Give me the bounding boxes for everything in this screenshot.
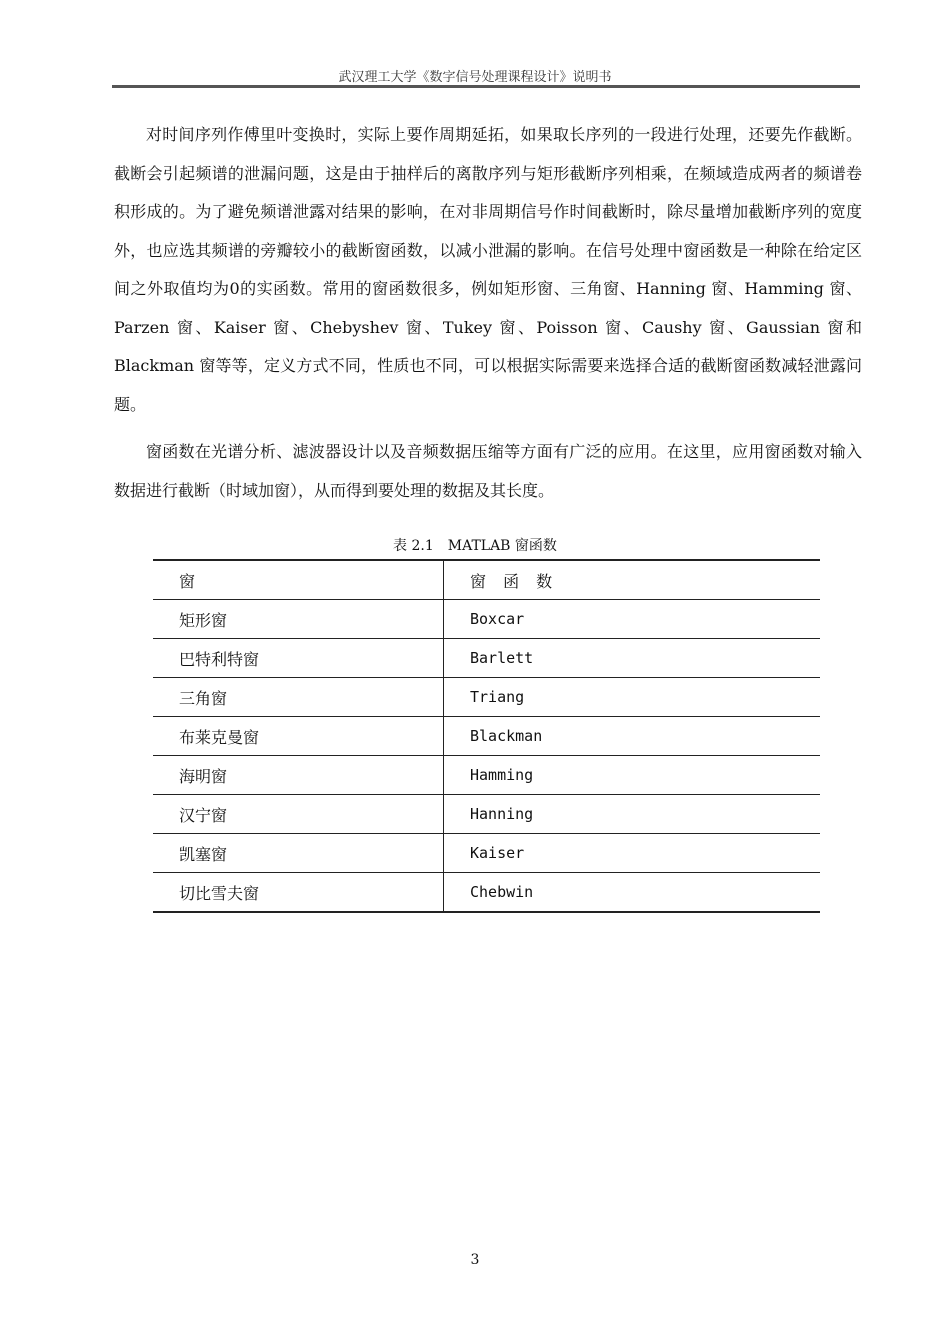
table-cell-window: 海明窗 <box>153 756 444 795</box>
table-cell-function: Blackman <box>444 717 821 756</box>
table-row <box>153 717 820 756</box>
table-cell-window: 矩形窗 <box>153 600 444 639</box>
page-number: 3 <box>470 1252 480 1268</box>
table-row <box>153 639 820 678</box>
table-header-window: 窗 <box>153 560 444 600</box>
table-row <box>153 834 820 873</box>
table-cell-function: Barlett <box>444 639 821 678</box>
header-rule <box>112 85 860 88</box>
table-cell-window: 切比雪夫窗 <box>153 873 444 913</box>
table-cell-function: Boxcar <box>444 600 821 639</box>
table-cell-window: 汉宁窗 <box>153 795 444 834</box>
table-cell-function: Hanning <box>444 795 821 834</box>
table-cell-function: Triang <box>444 678 821 717</box>
document-header-title: 武汉理工大学《数字信号处理课程设计》说明书 <box>338 70 612 85</box>
table-header-row <box>153 560 820 600</box>
table-cell-function: Chebwin <box>444 873 821 913</box>
window-function-table <box>153 559 820 913</box>
table-cell-window: 三角窗 <box>153 678 444 717</box>
table-cell-window: 布莱克曼窗 <box>153 717 444 756</box>
table-cell-window: 巴特利特窗 <box>153 639 444 678</box>
table-caption: 表 2.1 MATLAB 窗函数 <box>393 538 557 554</box>
table-row <box>153 756 820 795</box>
table-cell-function: Kaiser <box>444 834 821 873</box>
table-row <box>153 873 820 913</box>
table-cell-function: Hamming <box>444 756 821 795</box>
table-row <box>153 600 820 639</box>
table-header-function: 窗 函 数 <box>444 560 821 600</box>
table-row <box>153 678 820 717</box>
table-row <box>153 795 820 834</box>
table-cell-window: 凯塞窗 <box>153 834 444 873</box>
body-paragraph-2: 窗函数在光谱分析、滤波器设计以及音频数据压缩等方面有广泛的应用。在这里，应用窗函数对输入数据进行截断（时域加窗），从而得到要处理的数据及其长度。 <box>114 442 862 500</box>
body-paragraph-1: 对时间序列作傅里叶变换时，实际上要作周期延拓，如果取长序列的一段进行处理，还要先作截断。截断会引起频谱的泄漏问题，这是由于抽样后的离散序列与矩形截断序列相乘，在频域造成两者的频谱卷积形成的。为了避免频谱泄露对结果的影响，在对非周期信号作时间截断时，除尽量增加截断序列的宽度外，也应选其频谱的旁瓣较小的截断窗函数，以减小泄漏的影响。在信号处理中窗函数是一种除在给定区间之外取值均为0的实函数。常用的窗函数很多，例如矩形窗、三角窗、Hanning 窗、Hamming 窗、Parzen 窗、Kaiser 窗、Chebyshev 窗、Tukey 窗、Poisson 窗、Caushy 窗、Gaussian 窗和 Blackman 窗等等，定义方式不同，性质也不同，可以根据实际需要来选择合适的截断窗函数减轻泄露问题。 <box>114 125 862 414</box>
